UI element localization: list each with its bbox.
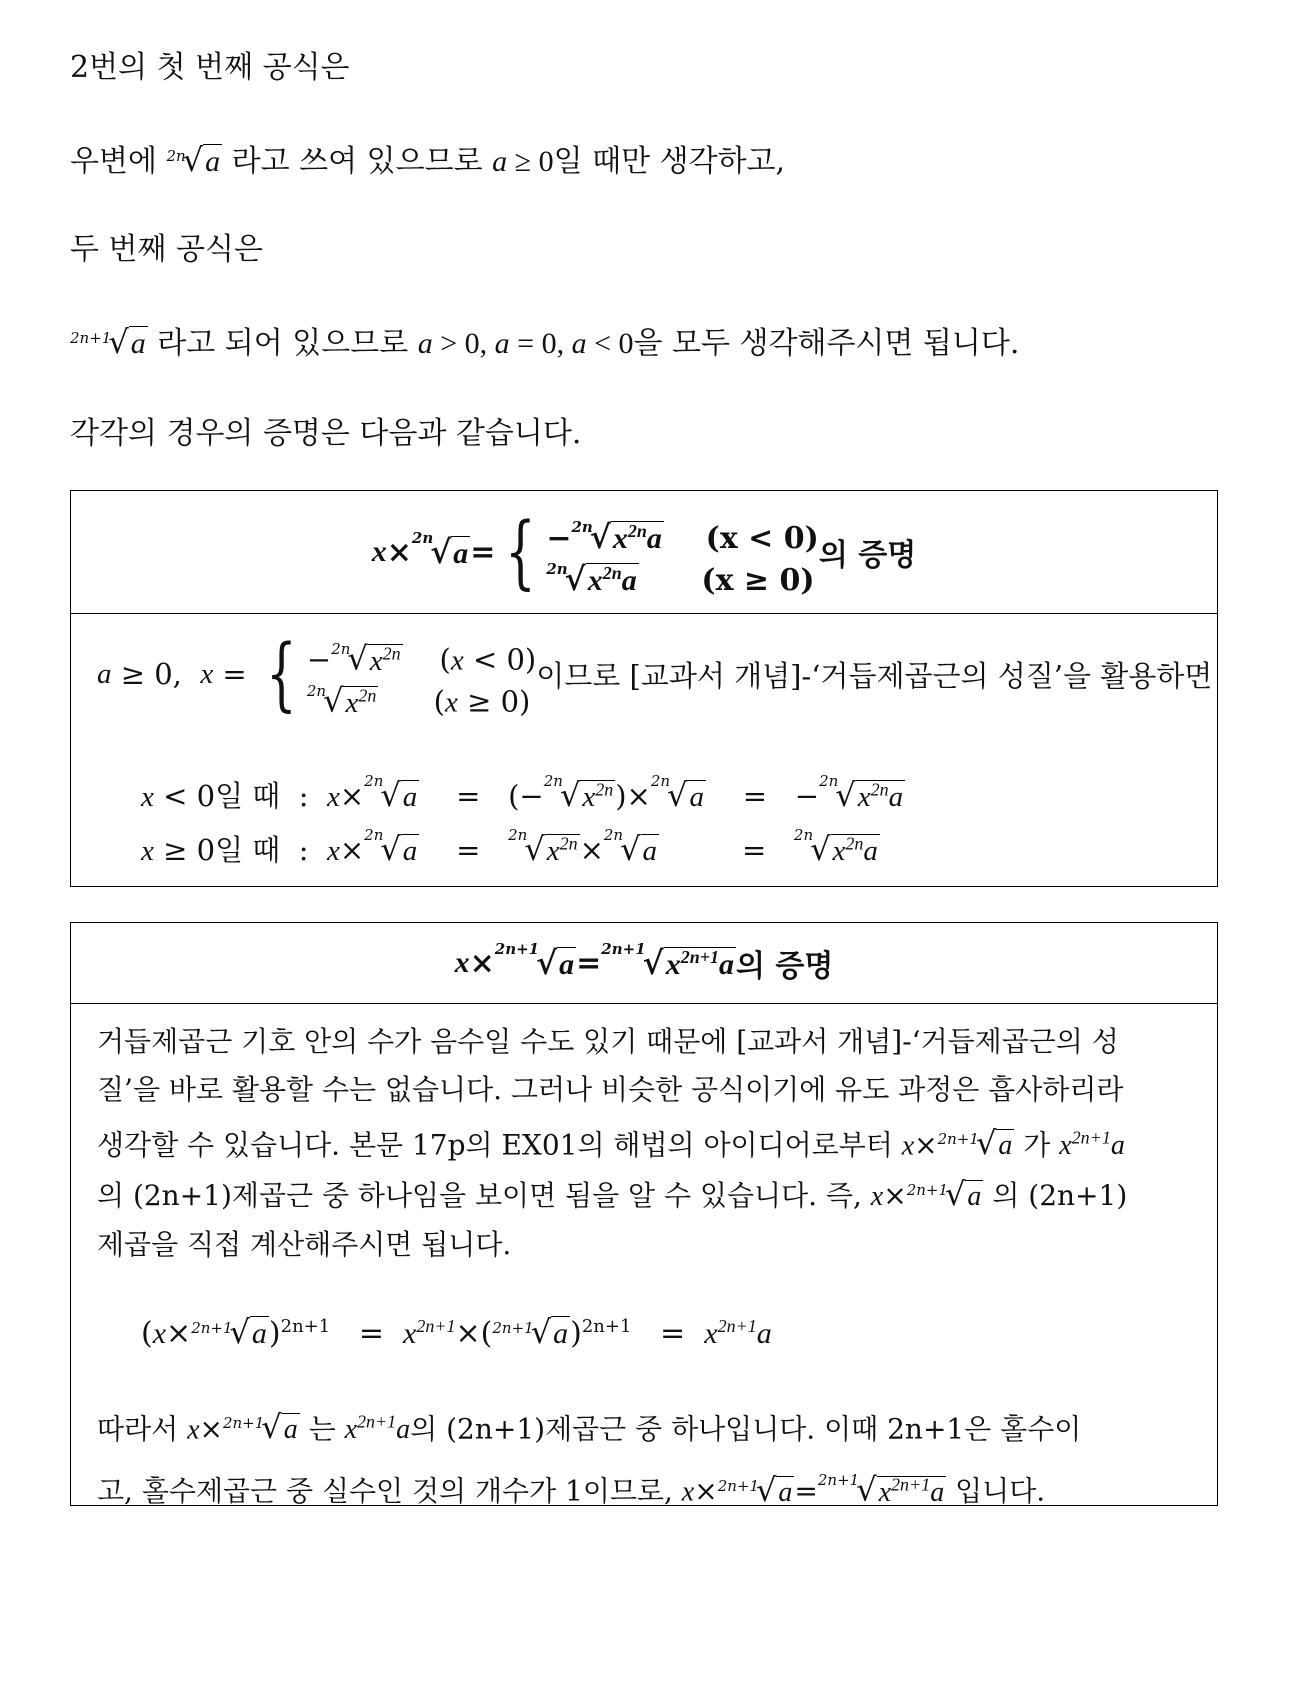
para1-ui: 의 (2n+1) bbox=[992, 1179, 1128, 1213]
para2-line-1: 따라서 x×$^{2n+1}$√a 는 $x^{2n+1}a$의 (2n+1)제곱근 중 하나입니다. 이때 2n+1은 홀수이 bbox=[97, 1408, 1082, 1447]
box1-row-ge: x ≥ 0일 때 : x×$^{2n}$√a = $^{2n}√x^{2n}\times^{2n}√a$ = $^{2n}√x^{2n}a$ bbox=[141, 826, 878, 868]
proof-box-even-suffix: 의 증명 bbox=[818, 538, 917, 573]
intro-line-2-c: 일 때만 생각하고, bbox=[553, 144, 786, 179]
para2-c: 의 (2n+1)제곱근 중 하나입니다. 이때 2n+1은 홀수이 bbox=[410, 1412, 1082, 1446]
root-2n-a: $^{2n}$√a bbox=[166, 141, 221, 179]
root-2n1-a: $^{2n+1}$√a bbox=[70, 323, 146, 361]
proof-box-odd-suffix: 의 증명 bbox=[735, 949, 834, 984]
case-ge-label: (x ≥ 0) bbox=[701, 563, 815, 598]
intro-line-2-a: 우변에 bbox=[70, 144, 157, 179]
intro-line-1: 2번의 첫 번째 공식은 bbox=[70, 50, 350, 85]
intro-line-3: 두 번째 공식은 bbox=[70, 232, 263, 267]
box1-row-lt: x < 0일 때 : x×$^{2n}$√a = $(-^{2n}√x^{2n})\times^{2n}√a$ = $-^{2n}√x^{2n}a$ bbox=[141, 772, 904, 814]
para1-line-4: 의 (2n+1)제곱근 중 하나임을 보이면 됨을 알 수 있습니다. 즉, x×$^{2n+1}$√a 의 (2n+1) bbox=[97, 1175, 1128, 1214]
proof-box-even bbox=[70, 490, 1218, 887]
proof-box-even-body: a ≥ 0, x = { $-^{2n}√x^{2n}$ (x < 0) $^{2n}√x^{2n}$ (x ≥ 0) 이므로 [교과서 개념]-‘거듭제곱근의 성질’을 활용하면 x < 0일 때 : x×$^{2n}$√a = $(-^{2n}√x^{2n})\times^{2n}√a$ = $-^{2n}√x^{2n}a$ x ≥ 0일 때 : x×$^{2n}$√a = $^{2n}√x^{2n}\times^{2n}√a$ = $^{2n}√x^{2n}a$ bbox=[97, 627, 1213, 868]
para1-line-1: 거듭제곱근 기호 안의 수가 음수일 수도 있기 때문에 [교과서 개념]-‘거듭제곱근의 성 bbox=[97, 1025, 1119, 1058]
intro-line-4-b: 을 모두 생각해주시면 됩니다. bbox=[633, 326, 1020, 361]
para2-b: 는 bbox=[308, 1412, 336, 1446]
box2-equation: $(x\times^{2n+1}√a)^{2n+1} = x^{2n+1}\times(^{2n+1}√a)^{2n+1} = x^{2n+1}a$ bbox=[141, 1313, 772, 1351]
box1-intro-tail: 이므로 [교과서 개념]-‘거듭제곱근의 성질’을 활용하면 bbox=[536, 658, 1213, 693]
intro-line-5: 각각의 경우의 증명은 다음과 같습니다. bbox=[70, 416, 582, 451]
intro-line-2: 우변에 $^{2n}$√a 라고 쓰여 있으므로 a ≥ 0일 때만 생각하고, bbox=[70, 140, 785, 182]
row-ge-label: 일 때 bbox=[215, 833, 281, 867]
para2-a: 따라서 bbox=[97, 1412, 179, 1446]
para2-line-2: 고, 홀수제곱근 중 실수인 것의 개수가 1이므로, $x\times^{2n+1}√a=^{2n+1}√x^{2n+1}a$ 입니다. bbox=[97, 1470, 1046, 1509]
para1-line-2: 질’을 바로 활용할 수는 없습니다. 그러나 비슷한 공식이기에 유도 과정은 흡사하리라 bbox=[97, 1073, 1124, 1106]
para1-line-5: 제곱을 직접 계산해주시면 됩니다. bbox=[97, 1228, 512, 1262]
intro-line-4-a: 라고 되어 있으므로 bbox=[157, 326, 409, 361]
para2-e: 입니다. bbox=[955, 1474, 1046, 1508]
intro-line-4: $^{2n+1}$√a 라고 되어 있으므로 a > 0, a = 0, a < 0을 모두 생각해주시면 됩니다. bbox=[70, 322, 1019, 364]
proof-box-even-title: x × $^{2n}$√a = { $-^{2n}√x^{2n}a$ (x < 0) $^{2n}√x^{2n}a$ (x ≥ 0) 의 증명 bbox=[71, 491, 1217, 614]
para1-ga: 가 bbox=[1023, 1128, 1051, 1162]
row-lt-label: 일 때 bbox=[215, 779, 281, 813]
para1-line-3-text: 생각할 수 있습니다. 본문 17p의 EX01의 해법의 아이디어로부터 bbox=[97, 1128, 893, 1162]
para2-d: 고, 홀수제곱근 중 실수인 것의 개수가 1이므로, bbox=[97, 1474, 673, 1508]
intro-line-2-b: 라고 쓰여 있으므로 bbox=[231, 144, 483, 179]
para1-line-3: 생각할 수 있습니다. 본문 17p의 EX01의 해법의 아이디어로부터 x×$^{2n+1}$√a 가 $x^{2n+1}a$ bbox=[97, 1124, 1125, 1163]
case-lt-label: (x < 0) bbox=[705, 521, 819, 556]
proof-box-odd-title: x × $^{2n+1}$√a = $^{2n+1}√x^{2n+1}a$ 의 증명 bbox=[71, 923, 1217, 1004]
para1-line-4-text: 의 (2n+1)제곱근 중 하나임을 보이면 됨을 알 수 있습니다. 즉, bbox=[97, 1179, 862, 1213]
proof-box-odd-body bbox=[71, 1004, 1217, 1509]
proof-box-odd bbox=[70, 922, 1218, 1509]
